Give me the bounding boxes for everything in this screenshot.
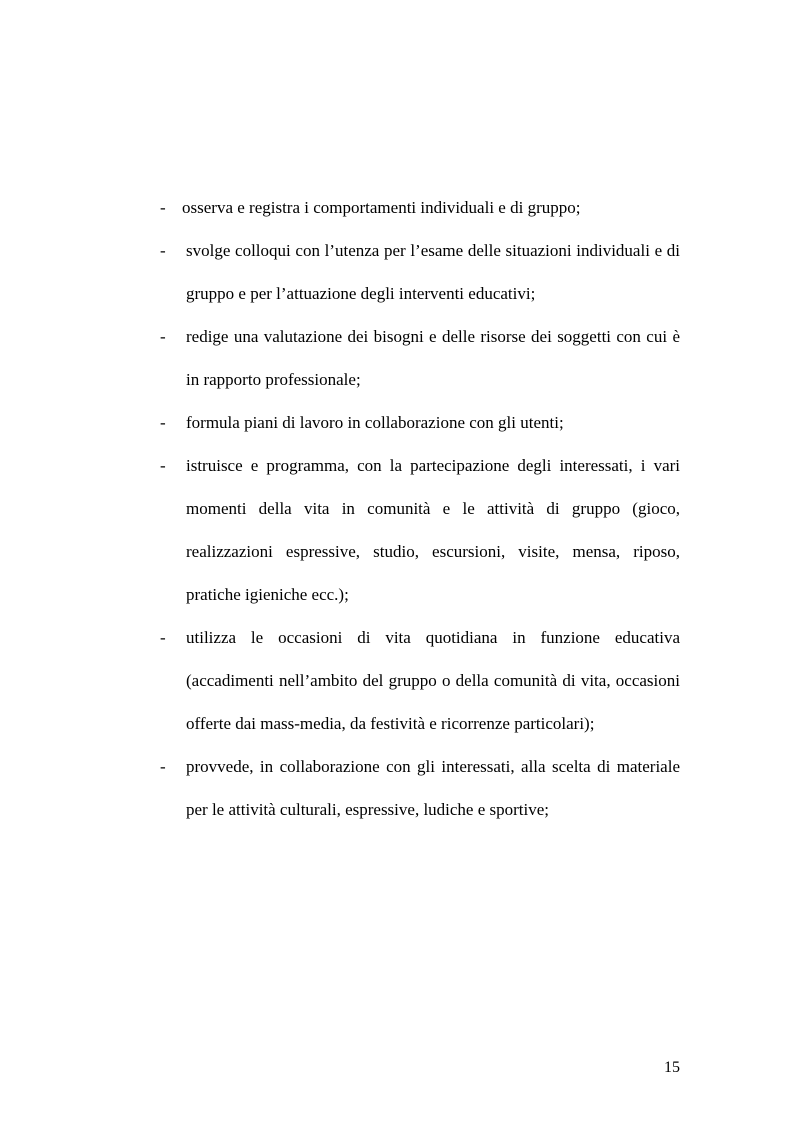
list-item [160,616,680,745]
list-bullet: - [160,628,166,647]
list-item-text: istruisce e programma, con la partecipazione degli interessati, i vari momenti della vita in comunità e le attività di gruppo (gioco, realizzazioni espressive, studio, escursioni, visite, mensa, riposo, pratiche igieniche ecc.); [186,456,680,604]
list-item [160,401,680,444]
list-item-text: redige una valutazione dei bisogni e delle risorse dei soggetti con cui è in rapporto professionale; [186,327,680,389]
list-item-text: utilizza le occasioni di vita quotidiana in funzione educativa (accadimenti nell’ambito del gruppo o della comunità di vita, occasioni offerte dai mass-media, da festività e ricorrenze particolari); [186,628,680,733]
list-item-text: formula piani di lavoro in collaborazione con gli utenti; [186,413,564,432]
list-bullet: - [160,413,166,432]
page-number: 15 [664,1059,680,1076]
list-item-text: provvede, in collaborazione con gli interessati, alla scelta di materiale per le attività culturali, espressive, ludiche e sportive; [186,757,680,819]
activity-list [160,186,680,831]
list-item [160,745,680,831]
list-bullet: - [160,757,166,776]
list-bullet: - [160,327,166,346]
list-item [160,229,680,315]
list-bullet: - [160,198,166,217]
list-item [160,186,680,229]
list-item-text: osserva e registra i comportamenti individuali e di gruppo; [182,198,581,217]
list-bullet: - [160,456,166,475]
list-item [160,444,680,616]
list-item-text: svolge colloqui con l’utenza per l’esame delle situazioni individuali e di gruppo e per l’attuazione degli interventi educativi; [186,241,680,303]
list-item [160,315,680,401]
list-bullet: - [160,241,166,260]
